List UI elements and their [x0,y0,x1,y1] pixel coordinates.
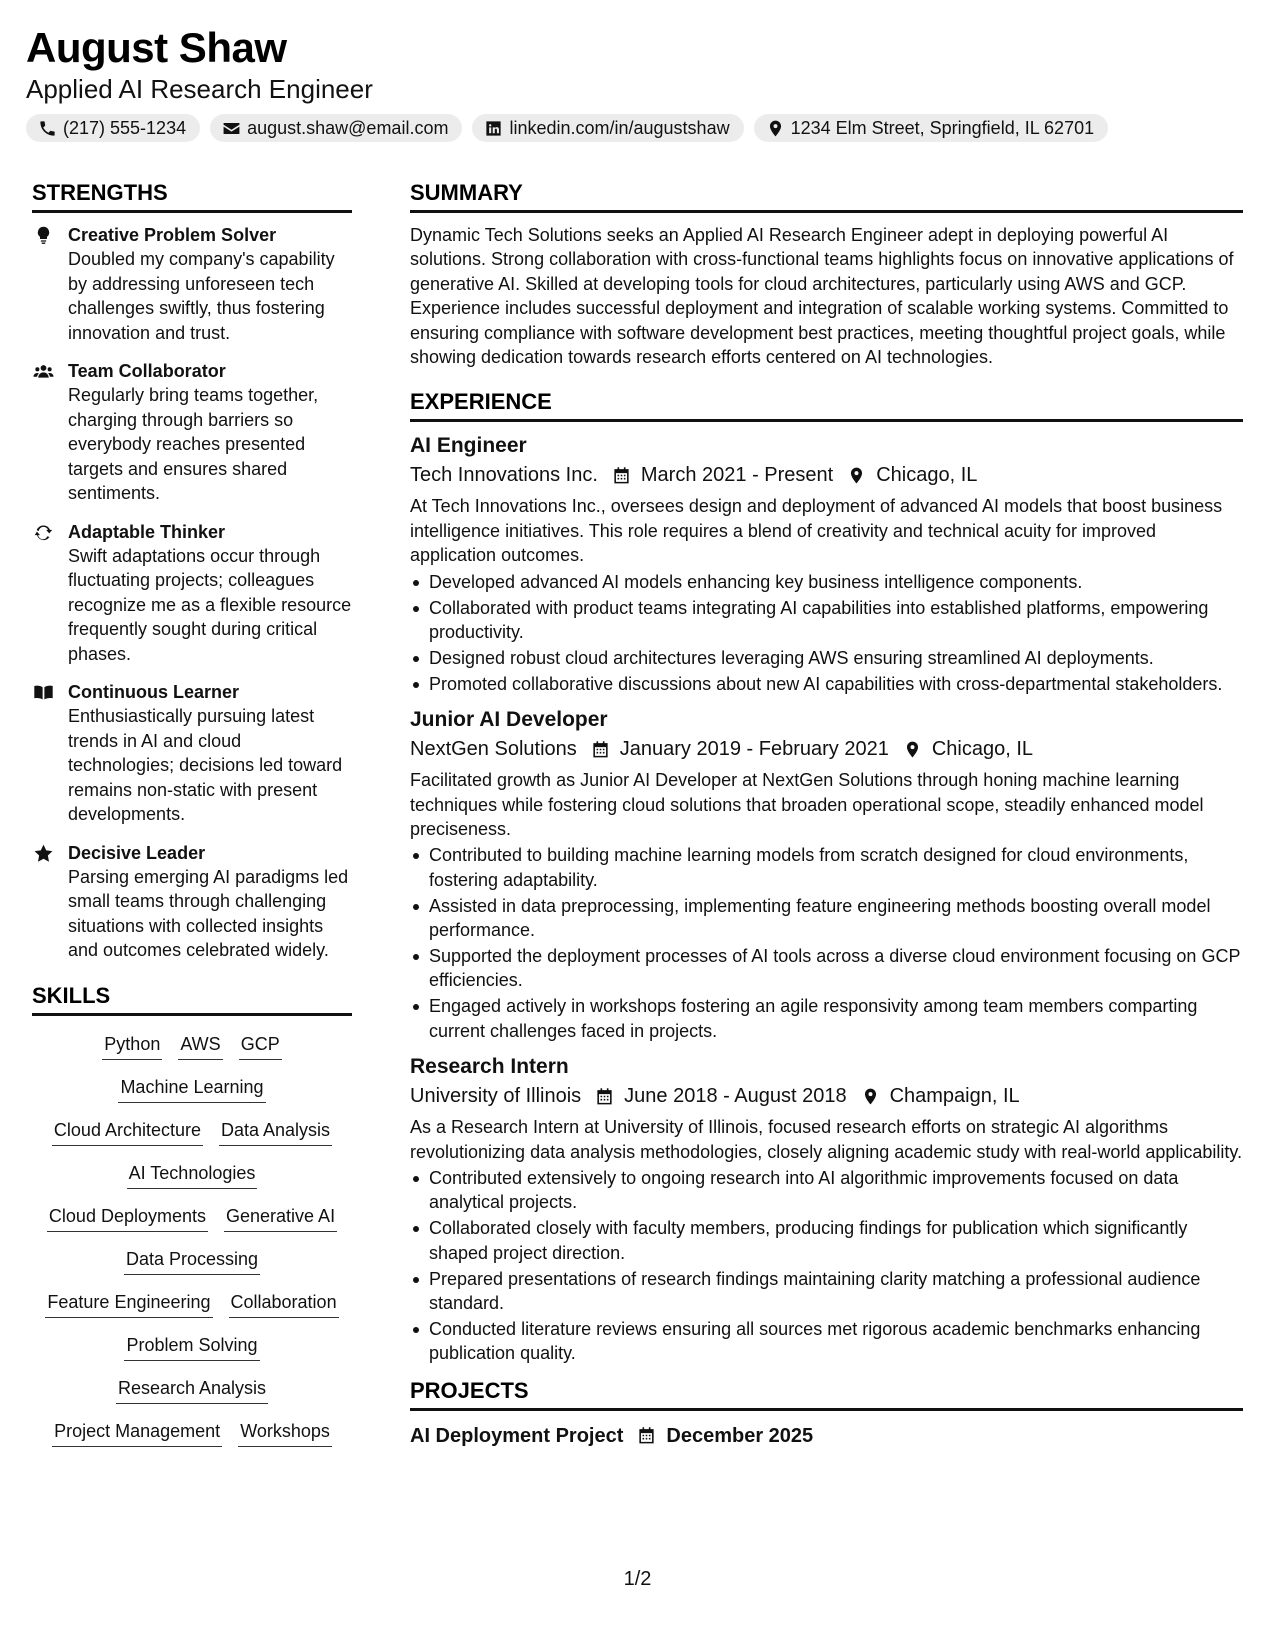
contact-phone[interactable] [26,114,200,142]
job-bullet: Contributed to building machine learning models from scratch designed for cloud environments, fostering adaptability. [410,843,1243,892]
strength-item [32,223,352,345]
sync-icon [33,522,54,543]
job-bullets [410,843,1243,1043]
job-bullet: Developed advanced AI models enhancing key business intelligence components. [410,570,1243,594]
job-bullet: Prepared presentations of research findings maintaining clarity matching a professional audience standard. [410,1267,1243,1316]
lightbulb-icon [33,225,54,246]
strength-desc: Regularly bring teams together, charging through barriers so everybody reaches presented targets and ensures shared sentiments. [68,385,319,503]
experience-heading: EXPERIENCE [410,387,1243,422]
experience-entry [410,432,1243,696]
users-icon [33,361,54,382]
job-bullet: Supported the deployment processes of AI tools across a diverse cloud environment focusing on GCP efficiencies. [410,944,1243,993]
skill-tag: AWS [178,1032,222,1060]
job-bullet: Designed robust cloud architectures leveraging AWS ensuring streamlined AI deployments. [410,646,1243,670]
strength-title: Decisive Leader [68,842,206,863]
project-entry [410,1421,1243,1451]
strength-desc: Swift adaptations occur through fluctuating projects; colleagues recognize me as a flexible resource frequently sought during critical phases. [68,545,352,664]
strength-item [32,680,352,827]
resume-header [26,22,1249,142]
location-pin-icon [766,119,785,138]
skills-list [32,1026,352,1447]
job-description: As a Research Intern at University of Illinois, focused research efforts on strategic AI algorithms revolutionizing data analysis methodologies, closely aligning academic study with real-world applicability. [410,1117,1243,1162]
experience-entry [410,1053,1243,1366]
job-meta [410,1081,1243,1111]
job-dates: March 2021 - Present [640,464,834,487]
calendar-icon [591,740,610,759]
summary-text: Dynamic Tech Solutions seeks an Applied AI Research Engineer adept in deploying powerful AI solutions. Strong collaboration with cross-functional teams highlights focus on innovative applications of generative AI. Skilled at developing tools for cloud architectures, particularly using AWS and GCP. Experience includes successful deployment and integration of scalable working systems. Committed to ensuring compliance with software development best practices, meeting thoughtful project goals, while showing dedication towards research efforts centered on AI technologies. [410,225,1234,368]
location-pin-icon [903,740,922,759]
strength-title: Creative Problem Solver [68,225,277,245]
job-company: Tech Innovations Inc. [410,464,598,487]
job-location: Chicago, IL [931,738,1033,761]
skill-tag: GCP [239,1032,282,1060]
skill-tag: Research Analysis [116,1376,268,1404]
strength-desc: Parsing emerging AI paradigms led small teams through challenging situations with collected insights and outcomes celebrated widely. [68,866,349,960]
job-bullet: Promoted collaborative discussions about new AI capabilities with cross-departmental stakeholders. [410,672,1243,696]
projects-heading: PROJECTS [410,1376,1243,1411]
right-column [410,178,1243,1451]
calendar-icon [637,1426,656,1445]
strengths-heading: STRENGTHS [32,178,352,213]
job-title: Junior AI Developer [410,708,608,732]
strength-title: Team Collaborator [68,361,226,381]
strength-desc: Doubled my company's capability by addressing unforeseen tech challenges swiftly, thus fostering innovation and trust. [68,249,335,343]
calendar-icon [595,1087,614,1106]
book-icon [33,682,54,703]
skills-heading: SKILLS [32,981,352,1016]
skill-tag: Problem Solving [124,1333,259,1361]
skill-tag: Data Analysis [219,1118,332,1146]
contact-phone-text: (217) 555-1234 [63,117,187,138]
contact-address-text: 1234 Elm Street, Springfield, IL 62701 [790,117,1095,138]
job-description: At Tech Innovations Inc., oversees design and deployment of advanced AI models that boost business intelligence initiatives. This role requires a blend of creativity and technical acuity for improved application outcomes. [410,496,1223,566]
job-location: Champaign, IL [889,1085,1020,1108]
skill-tag: Project Management [52,1419,222,1447]
skill-tag: Generative AI [224,1204,337,1232]
job-bullet: Assisted in data preprocessing, implementing feature engineering methods boosting overall model performance. [410,894,1243,943]
skill-tag: AI Technologies [127,1161,258,1189]
skill-tag: Machine Learning [118,1075,265,1103]
candidate-role: Applied AI Research Engineer [26,74,373,104]
job-meta [410,734,1243,764]
job-bullets [410,570,1243,697]
strength-title: Continuous Learner [68,682,240,702]
job-company: NextGen Solutions [410,738,577,761]
envelope-icon [222,119,241,138]
job-bullet: Collaborated closely with faculty members, producing findings for publication which significantly shaped project direction. [410,1216,1243,1265]
job-title: AI Engineer [410,434,527,458]
strength-desc: Enthusiastically pursuing latest trends in AI and cloud technologies; decisions led toward remains non-static with present developments. [68,706,343,824]
job-company: University of Illinois [410,1085,582,1108]
star-icon [33,843,54,864]
contact-email-text: august.shaw@email.com [247,117,449,138]
job-bullet: Conducted literature reviews ensuring all sources met rigorous academic benchmarks enhancing publication quality. [410,1317,1243,1366]
project-date: December 2025 [666,1424,814,1447]
summary-heading: SUMMARY [410,178,1243,213]
strength-item [32,841,352,963]
skill-tag: Feature Engineering [45,1290,212,1318]
job-bullet: Collaborated with product teams integrating AI capabilities into established platforms, empowering productivity. [410,596,1243,645]
job-bullet: Engaged actively in workshops fostering an agile responsivity among team members comparting current challenges faced in projects. [410,994,1243,1043]
skill-tag: Python [102,1032,162,1060]
skill-tag: Workshops [238,1419,332,1447]
contact-linkedin[interactable] [472,114,743,142]
job-bullets [410,1166,1243,1366]
phone-icon [38,119,57,138]
job-meta [410,460,1243,490]
contact-address[interactable] [754,114,1109,142]
strength-title: Adaptable Thinker [68,521,226,542]
candidate-name: August Shaw [26,24,287,71]
location-pin-icon [861,1087,880,1106]
location-pin-icon [847,466,866,485]
left-column [32,178,352,1447]
experience-entry [410,706,1243,1043]
skill-tag: Cloud Architecture [52,1118,203,1146]
job-description: Facilitated growth as Junior AI Developer at NextGen Solutions through honing machine learning techniques while fostering cloud solutions that broaden operational scope, steadily enhanced model preciseness. [410,770,1204,839]
skill-tag: Cloud Deployments [47,1204,208,1232]
page-number: 1/2 [623,1568,652,1590]
project-title: AI Deployment Project [410,1424,624,1447]
skill-tag: Data Processing [124,1247,260,1275]
skill-tag: Collaboration [229,1290,339,1318]
job-bullet: Contributed extensively to ongoing research into AI algorithmic improvements focused on data analytical projects. [410,1166,1243,1215]
contact-bar [26,114,1249,142]
contact-email[interactable] [210,114,462,142]
contact-linkedin-text: linkedin.com/in/augustshaw [509,117,730,138]
linkedin-icon [484,119,503,138]
job-title: Research Intern [410,1055,569,1079]
job-dates: June 2018 - August 2018 [624,1085,847,1108]
job-dates: January 2019 - February 2021 [619,738,889,761]
strength-item [32,359,352,506]
strength-item [32,520,352,667]
job-location: Chicago, IL [876,464,978,487]
calendar-icon [612,466,631,485]
